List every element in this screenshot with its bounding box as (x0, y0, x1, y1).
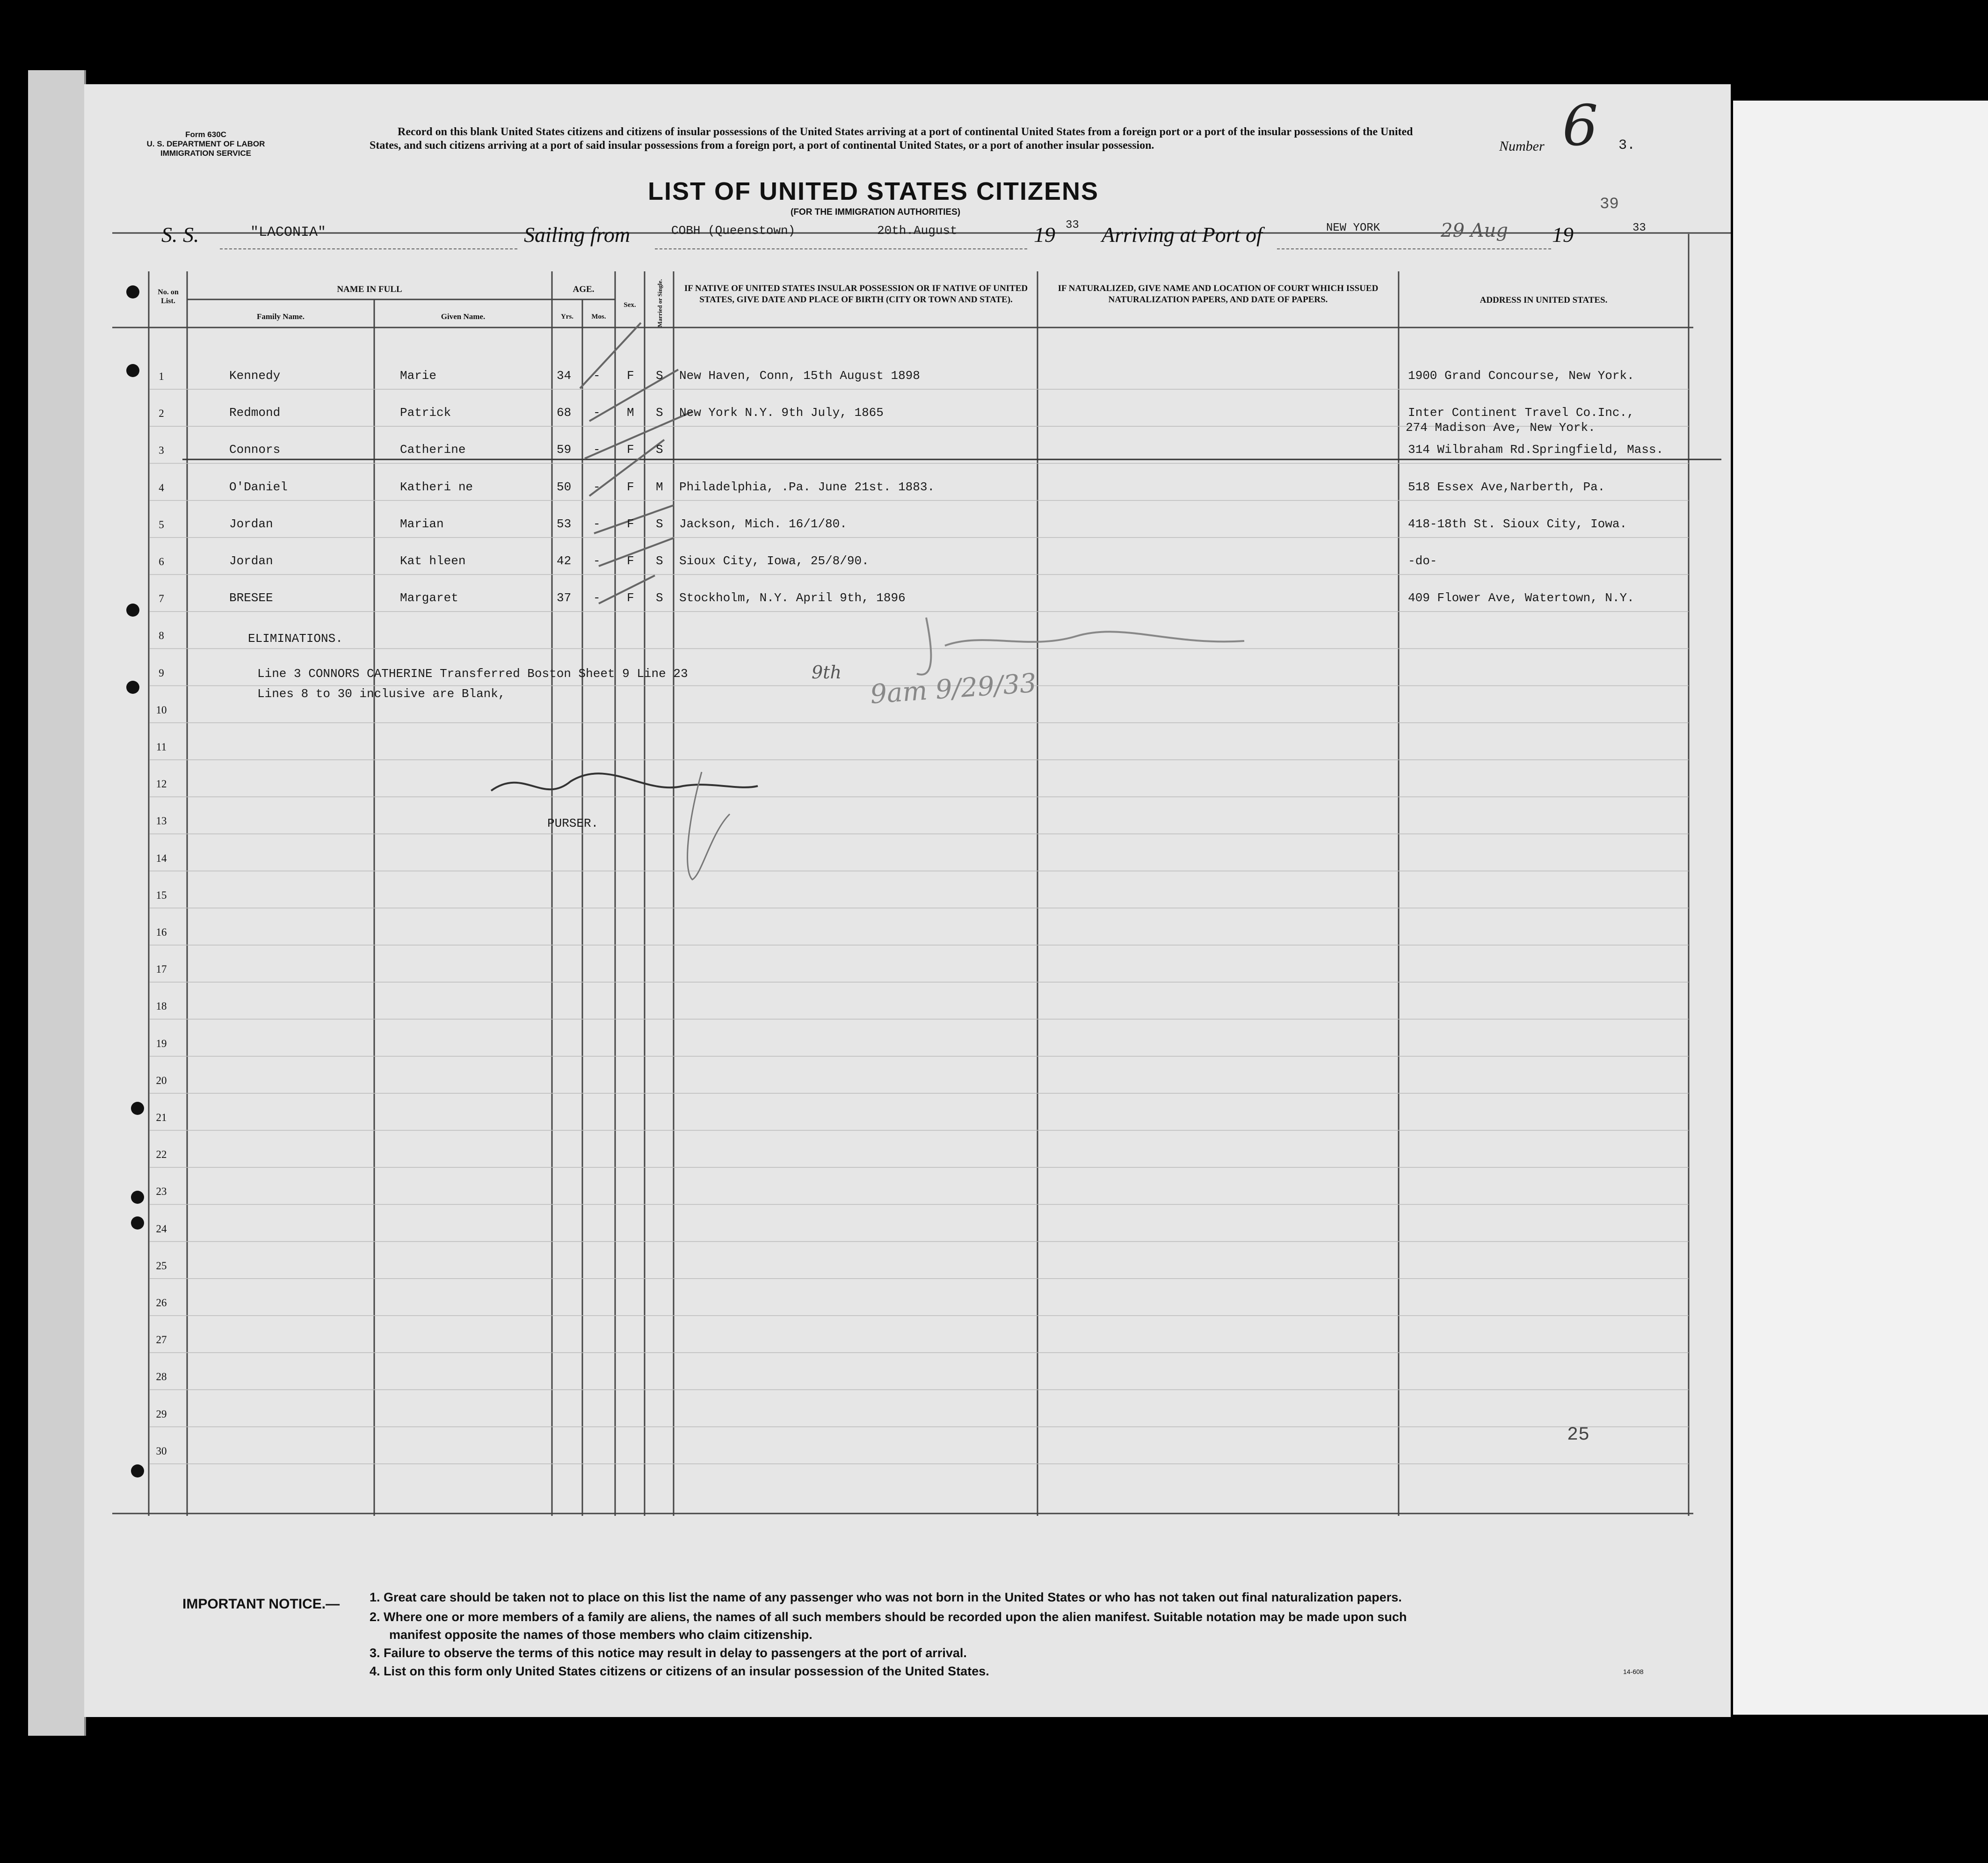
us-address: 409 Flower Ave, Watertown, N.Y. (1408, 591, 1634, 605)
col-sex-header: Sex. (624, 301, 636, 309)
row-number: 7 (159, 593, 164, 605)
us-address: 518 Essex Ave,Narberth, Pa. (1408, 480, 1605, 494)
col-age-header: AGE. (573, 284, 595, 294)
row-number: 6 (159, 556, 164, 568)
sex: F (627, 480, 634, 494)
row-number: 15 (156, 889, 167, 901)
row-number: 17 (156, 963, 167, 975)
row-number: 23 (156, 1186, 167, 1198)
given-name: Margaret (400, 591, 458, 605)
col-name-header: NAME IN FULL (337, 284, 402, 294)
col-yrs-header: Yrs. (560, 313, 574, 320)
age-months: - (593, 406, 601, 420)
us-address: Inter Continent Travel Co.Inc., (1408, 406, 1634, 420)
sex: M (627, 406, 634, 420)
elimination-note-line-3: Line 3 CONNORS CATHERINE Transferred Boston Sheet 9 Line 23 (257, 667, 688, 681)
row-number: 4 (159, 481, 164, 494)
sex: F (627, 591, 634, 605)
sailing-date: 20th.August (877, 224, 958, 238)
birth-place-date: Stockholm, N.Y. April 9th, 1896 (679, 591, 906, 605)
notice-label: IMPORTANT NOTICE.— (182, 1596, 340, 1612)
us-address: 418-18th St. Sioux City, Iowa. (1408, 517, 1627, 531)
form-title: LIST OF UNITED STATES CITIZENS (648, 177, 1099, 205)
birth-place-date: Jackson, Mich. 16/1/80. (679, 517, 847, 531)
row-number: 18 (156, 1000, 167, 1012)
row-number: 29 (156, 1408, 167, 1420)
handwritten-9th: 9th (812, 662, 842, 683)
marital-status: S (656, 406, 663, 420)
inspector-annotation: 9am 9/29/33 (869, 668, 1038, 710)
col-birth-header: IF NATIVE OF UNITED STATES INSULAR POSSESSION OR IF NATIVE OF UNITED STATES, GIVE DATE AND PLACE OF BIRTH (CITY OR TOWN AND STATE). (684, 284, 1028, 305)
col-married-header: Married or Single. (656, 279, 663, 327)
age-years: 50 (557, 480, 572, 494)
row-number: 5 (159, 518, 164, 531)
row-number: 13 (156, 815, 167, 827)
blank-lines-note: Lines 8 to 30 inclusive are Blank, (257, 687, 506, 701)
page-stamp: 39 (1600, 196, 1619, 213)
marital-status: S (656, 554, 663, 568)
row-number: 24 (156, 1223, 167, 1235)
col-no-header: No. on List. (158, 288, 179, 305)
arrival-year-prefix: 19 (1552, 223, 1574, 247)
notice-item-2-cont: manifest opposite the names of those members who claim citizenship. (389, 1628, 813, 1642)
sex: F (627, 517, 634, 531)
row-number: 11 (156, 741, 167, 753)
row-number: 14 (156, 852, 167, 864)
age-months: - (593, 480, 601, 494)
sex: F (627, 369, 634, 383)
age-years: 42 (557, 554, 572, 568)
age-months: - (593, 369, 601, 383)
service-name: IMMIGRATION SERVICE (160, 149, 251, 158)
given-name: Marian (400, 517, 444, 531)
birth-place-date: Philadelphia, .Pa. June 21st. 1883. (679, 480, 935, 494)
row-number: 21 (156, 1112, 167, 1123)
department-name: U. S. DEPARTMENT OF LABOR (146, 139, 265, 148)
footer-code: 14-608 (1623, 1668, 1644, 1675)
row-number: 20 (156, 1074, 167, 1086)
arrival-date: 29 Aug (1441, 220, 1508, 241)
arriving-label: Arriving at Port of (1102, 223, 1262, 247)
col-family-header: Family Name. (257, 312, 305, 321)
row-number: 3 (159, 444, 164, 457)
marital-status: M (656, 480, 663, 494)
col-naturalized-header: IF NATURALIZED, GIVE NAME AND LOCATION OF COURT WHICH ISSUED NATURALIZATION PAPERS, AND DATE OF PAPERS. (1058, 284, 1379, 305)
birth-place-date: New York N.Y. 9th July, 1865 (679, 406, 884, 420)
given-name: Katheri ne (400, 480, 473, 494)
form-subtitle: (FOR THE IMMIGRATION AUTHORITIES) (791, 207, 961, 217)
given-name: Kat hleen (400, 554, 466, 568)
family-name: Redmond (229, 406, 281, 420)
age-years: 37 (557, 591, 572, 605)
given-name: Catherine (400, 443, 466, 457)
row-number: 27 (156, 1334, 167, 1346)
age-years: 34 (557, 369, 572, 383)
sex: F (627, 443, 634, 457)
birth-place-date: New Haven, Conn, 15th August 1898 (679, 369, 920, 383)
family-name: Connors (229, 443, 281, 457)
row-number: 10 (156, 704, 167, 716)
eliminations-label: ELIMINATIONS. (248, 632, 343, 646)
number-value: 3. (1618, 138, 1636, 153)
marital-status: S (656, 369, 663, 383)
sailing-year-prefix: 19 (1034, 223, 1055, 247)
sailing-year: 33 (1066, 219, 1079, 232)
us-address-line-2: 274 Madison Ave, New York. (1406, 421, 1596, 435)
handwritten-number: 6 (1562, 94, 1598, 159)
row-number: 30 (156, 1445, 167, 1457)
notice-item-1: 1. Great care should be taken not to place on this list the name of any passenger who was not born in the United States or who has not taken out final naturalization papers. (370, 1590, 1402, 1604)
family-name: Kennedy (229, 369, 281, 383)
form-number: Form 630C (185, 130, 226, 139)
notice-item-4: 4. List on this form only United States citizens or citizens of an insular possession of the United States. (370, 1664, 989, 1678)
row-number: 2 (159, 408, 164, 420)
row-number: 8 (159, 630, 164, 642)
age-months: - (593, 554, 601, 568)
row-number: 12 (156, 778, 167, 790)
family-name: Jordan (229, 554, 273, 568)
given-name: Patrick (400, 406, 451, 420)
age-years: 68 (557, 406, 572, 420)
row-number: 9 (159, 667, 164, 679)
arrival-year: 33 (1632, 222, 1646, 234)
given-name: Marie (400, 369, 437, 383)
col-mos-header: Mos. (591, 313, 606, 320)
row-number: 25 (156, 1259, 167, 1272)
age-years: 59 (557, 443, 572, 457)
marital-status: S (656, 517, 663, 531)
age-years: 53 (557, 517, 572, 531)
age-months: - (593, 517, 601, 531)
row-number: 26 (156, 1297, 167, 1309)
row-number: 1 (159, 371, 164, 382)
number-label: Number (1499, 138, 1545, 154)
row-number: 22 (156, 1149, 167, 1161)
sex: F (627, 554, 634, 568)
birth-place-date: Sioux City, Iowa, 25/8/90. (679, 554, 869, 568)
family-name: O'Daniel (229, 480, 288, 494)
form-instruction: Record on this blank United States citizens and citizens of insular possessions of the United States arriving at a port of continental United States from a foreign port or a port of the insular possessions of the United States, and such citizens arriving at a port of said insular possessions from a foreign port, a port of continental United States, or a port of another insular possession. (370, 126, 1413, 152)
ship-name: "LACONIA" (250, 225, 326, 240)
purser-label: PURSER. (547, 816, 599, 830)
arrival-port: NEW YORK (1326, 222, 1380, 234)
col-given-header: Given Name. (441, 312, 486, 321)
age-months: - (593, 591, 601, 605)
us-address: -do- (1408, 554, 1437, 568)
notice-item-3: 3. Failure to observe the terms of this notice may result in delay to passengers at the port of arrival. (370, 1646, 967, 1660)
col-address-header: ADDRESS IN UNITED STATES. (1480, 295, 1608, 305)
row-number: 16 (156, 926, 167, 938)
notice-item-2: 2. Where one or more members of a family are aliens, the names of all such members should be recorded upon the alien manifest. Suitable notation may be made upon such (370, 1610, 1407, 1624)
bottom-number: 25 (1567, 1425, 1590, 1446)
family-name: BRESEE (229, 591, 273, 605)
sailing-port: COBH (Queenstown) (671, 224, 796, 238)
ss-label: S. S. (161, 223, 199, 247)
age-months: - (593, 443, 601, 457)
us-address: 314 Wilbraham Rd.Springfield, Mass. (1408, 443, 1664, 457)
row-number: 28 (156, 1371, 167, 1383)
sailing-label: Sailing from (524, 223, 631, 247)
marital-status: S (656, 443, 663, 457)
row-number: 19 (156, 1037, 167, 1049)
marital-status: S (656, 591, 663, 605)
us-address: 1900 Grand Concourse, New York. (1408, 369, 1634, 383)
family-name: Jordan (229, 517, 273, 531)
